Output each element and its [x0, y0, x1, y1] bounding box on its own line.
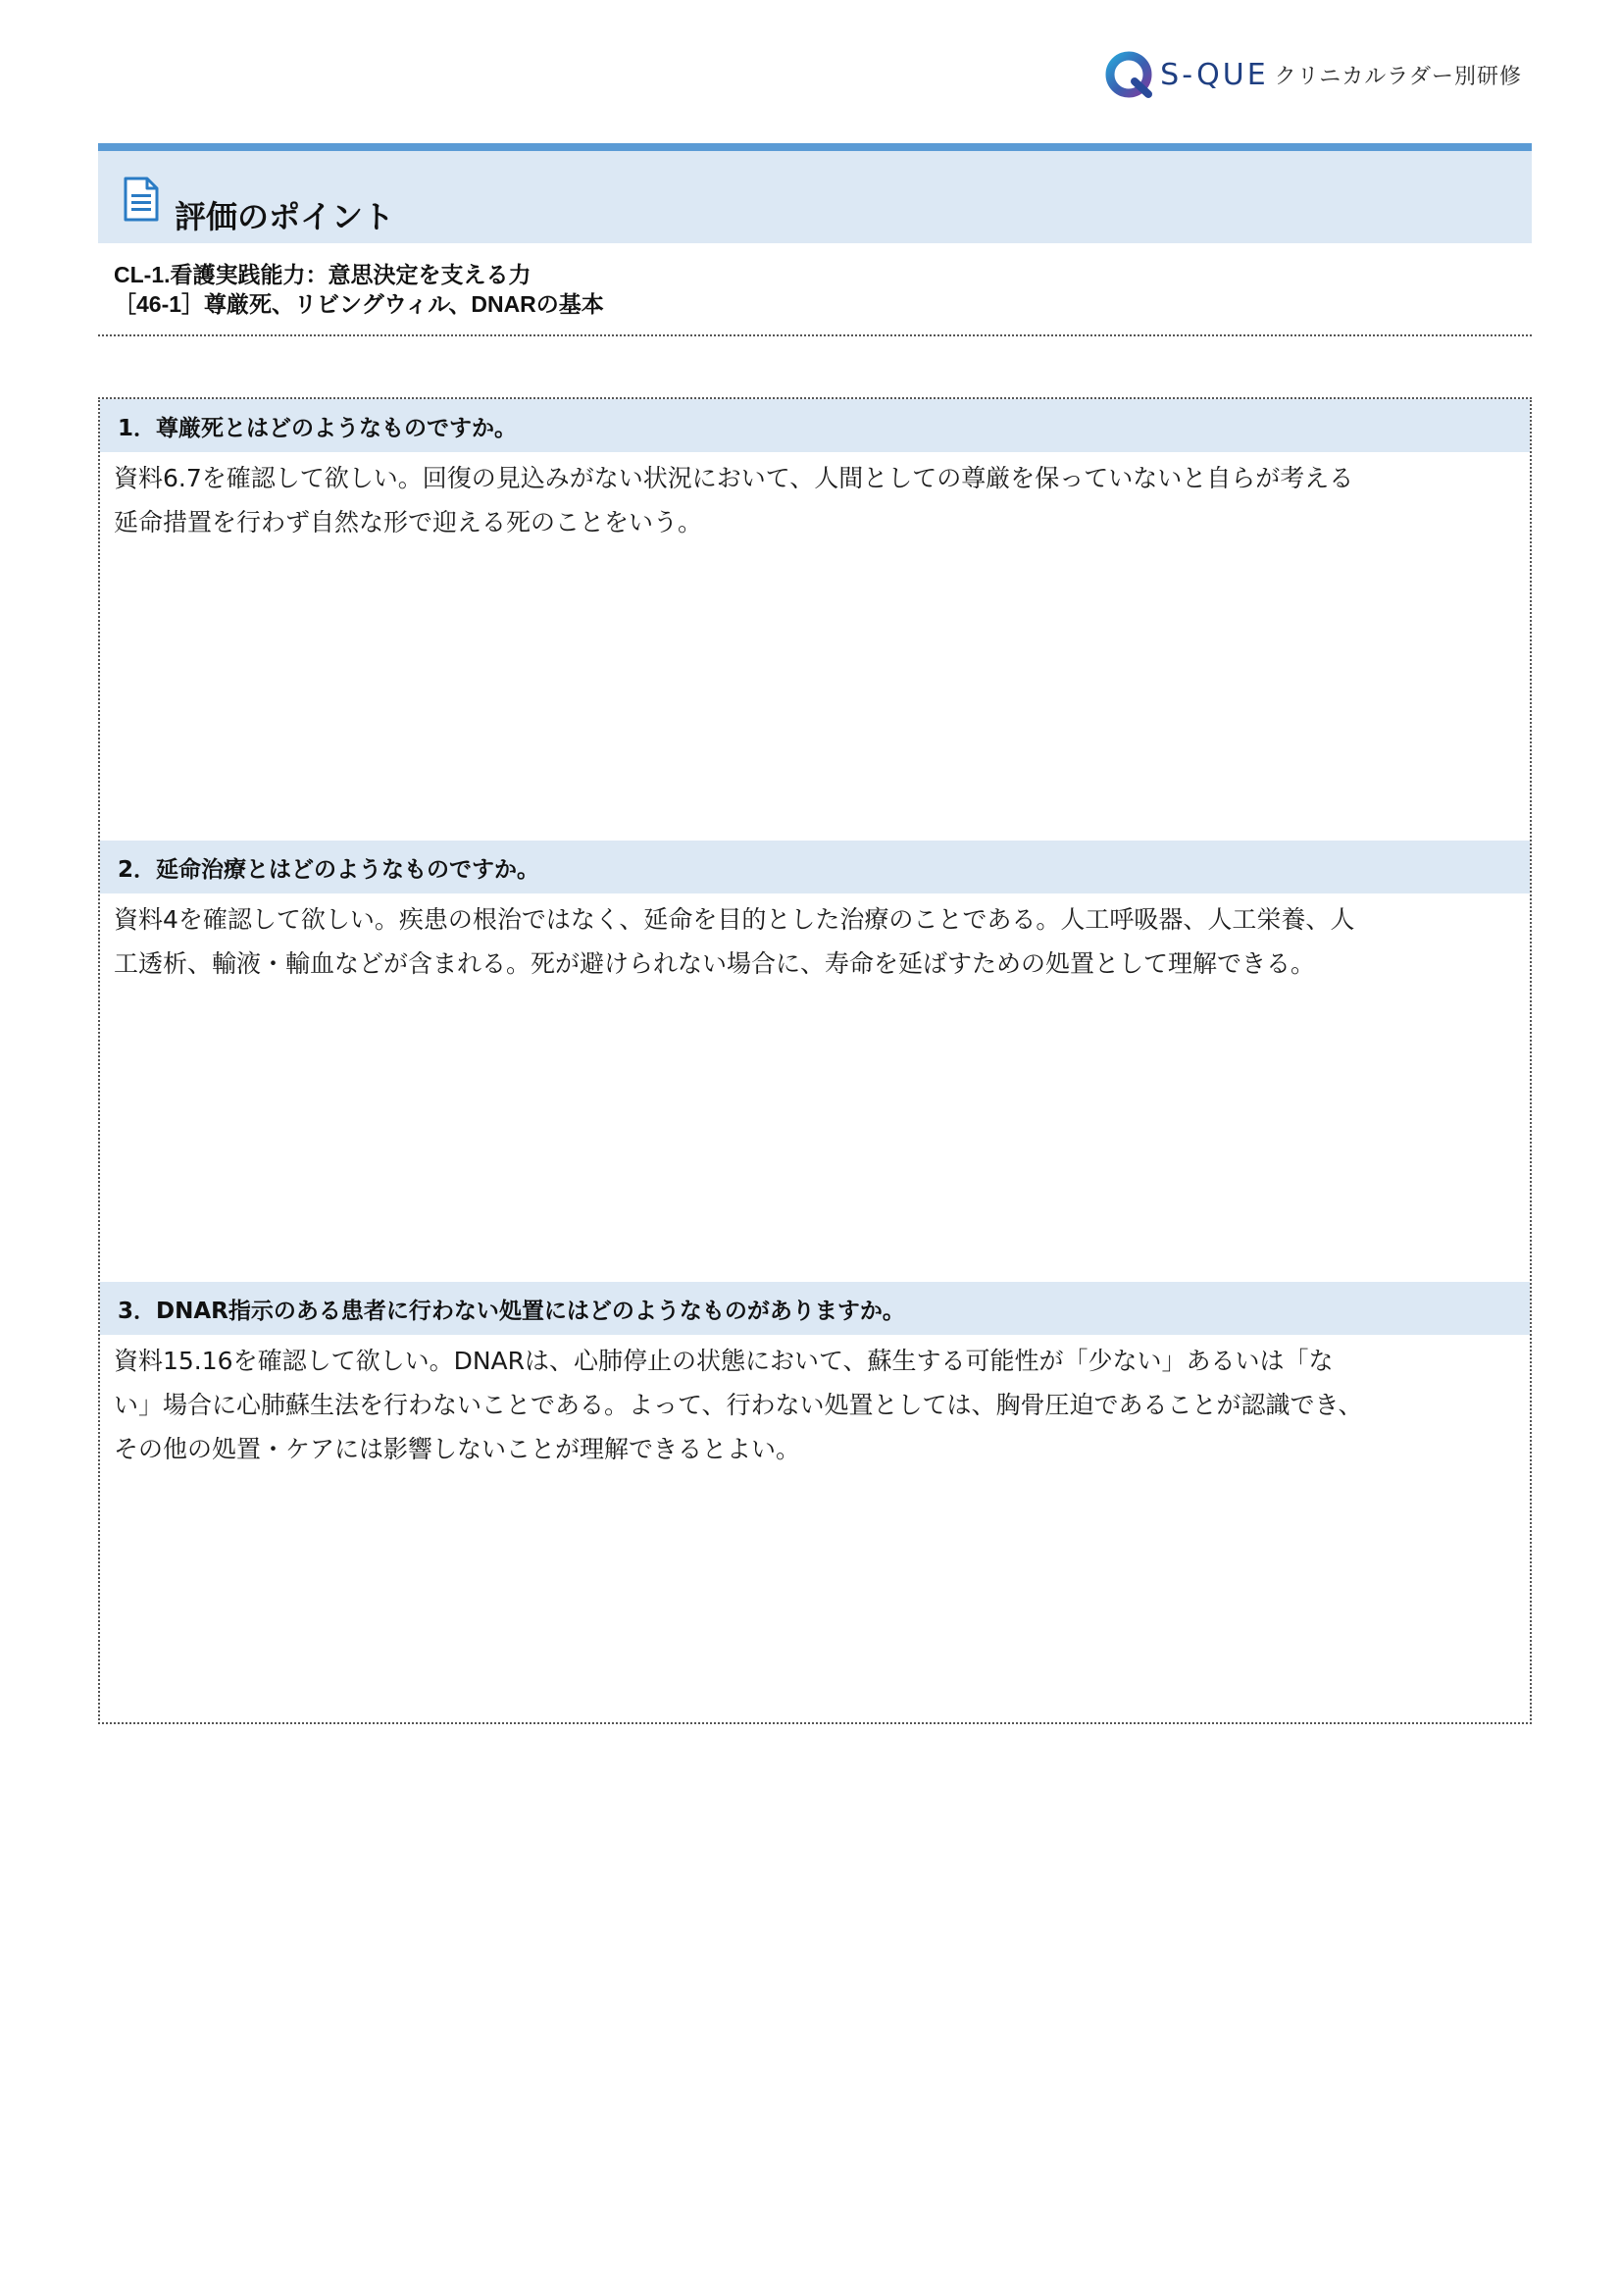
answer-line: 資料4を確認して欲しい。疾患の根治ではなく、延命を目的とした治療のことである。人工呼吸器、人工栄養、人	[114, 905, 1355, 934]
document-icon	[124, 177, 159, 222]
s-que-logo-icon	[1105, 49, 1156, 100]
qa-item-3	[100, 1282, 1530, 1471]
logo-brand-text: S-QUE	[1160, 57, 1269, 92]
section-header	[98, 143, 1532, 243]
answer-1	[100, 452, 1530, 544]
page-title: 評価のポイント	[175, 198, 395, 235]
answer-line: 工透析、輸液・輸血などが含まれる。死が避けられない場合に、寿命を延ばすための処置として理解できる。	[114, 949, 1316, 978]
divider	[98, 334, 1532, 336]
question-1: 1．尊厳死とはどのようなものですか。	[100, 399, 1530, 452]
qa-container	[98, 397, 1532, 1724]
answer-line: 資料15.16を確認して欲しい。DNARは、心肺停止の状態において、蘇生する可能性が「少ない」あるいは「な	[114, 1347, 1334, 1375]
qa-item-2	[100, 841, 1530, 986]
answer-line: 延命措置を行わず自然な形で迎える死のことをいう。	[114, 508, 703, 536]
brand-logo	[1105, 47, 1522, 102]
answer-line: い」場合に心肺蘇生法を行わないことである。よって、行わない処置としては、胸骨圧迫であることが認識でき、	[114, 1391, 1363, 1419]
answer-line: 資料6.7を確認して欲しい。回復の見込みがない状況において、人間としての尊厳を保っていないと自らが考える	[114, 464, 1354, 492]
answer-2	[100, 893, 1530, 986]
qa-item-1	[100, 399, 1530, 544]
question-3: 3．DNAR指示のある患者に行わない処置にはどのようなものがありますか。	[100, 1282, 1530, 1335]
question-2: 2．延命治療とはどのようなものですか。	[100, 841, 1530, 893]
answer-line: その他の処置・ケアには影響しないことが理解できるとよい。	[114, 1435, 801, 1463]
course-subheading	[114, 260, 604, 319]
answer-3	[100, 1335, 1530, 1471]
course-competency: CL-1.看護実践能力：意思決定を支える力	[114, 262, 532, 287]
logo-tagline: クリニカルラダー別研修	[1274, 64, 1522, 89]
course-topic: ［46-1］尊厳死、リビングウィル、DNARの基本	[114, 291, 604, 317]
